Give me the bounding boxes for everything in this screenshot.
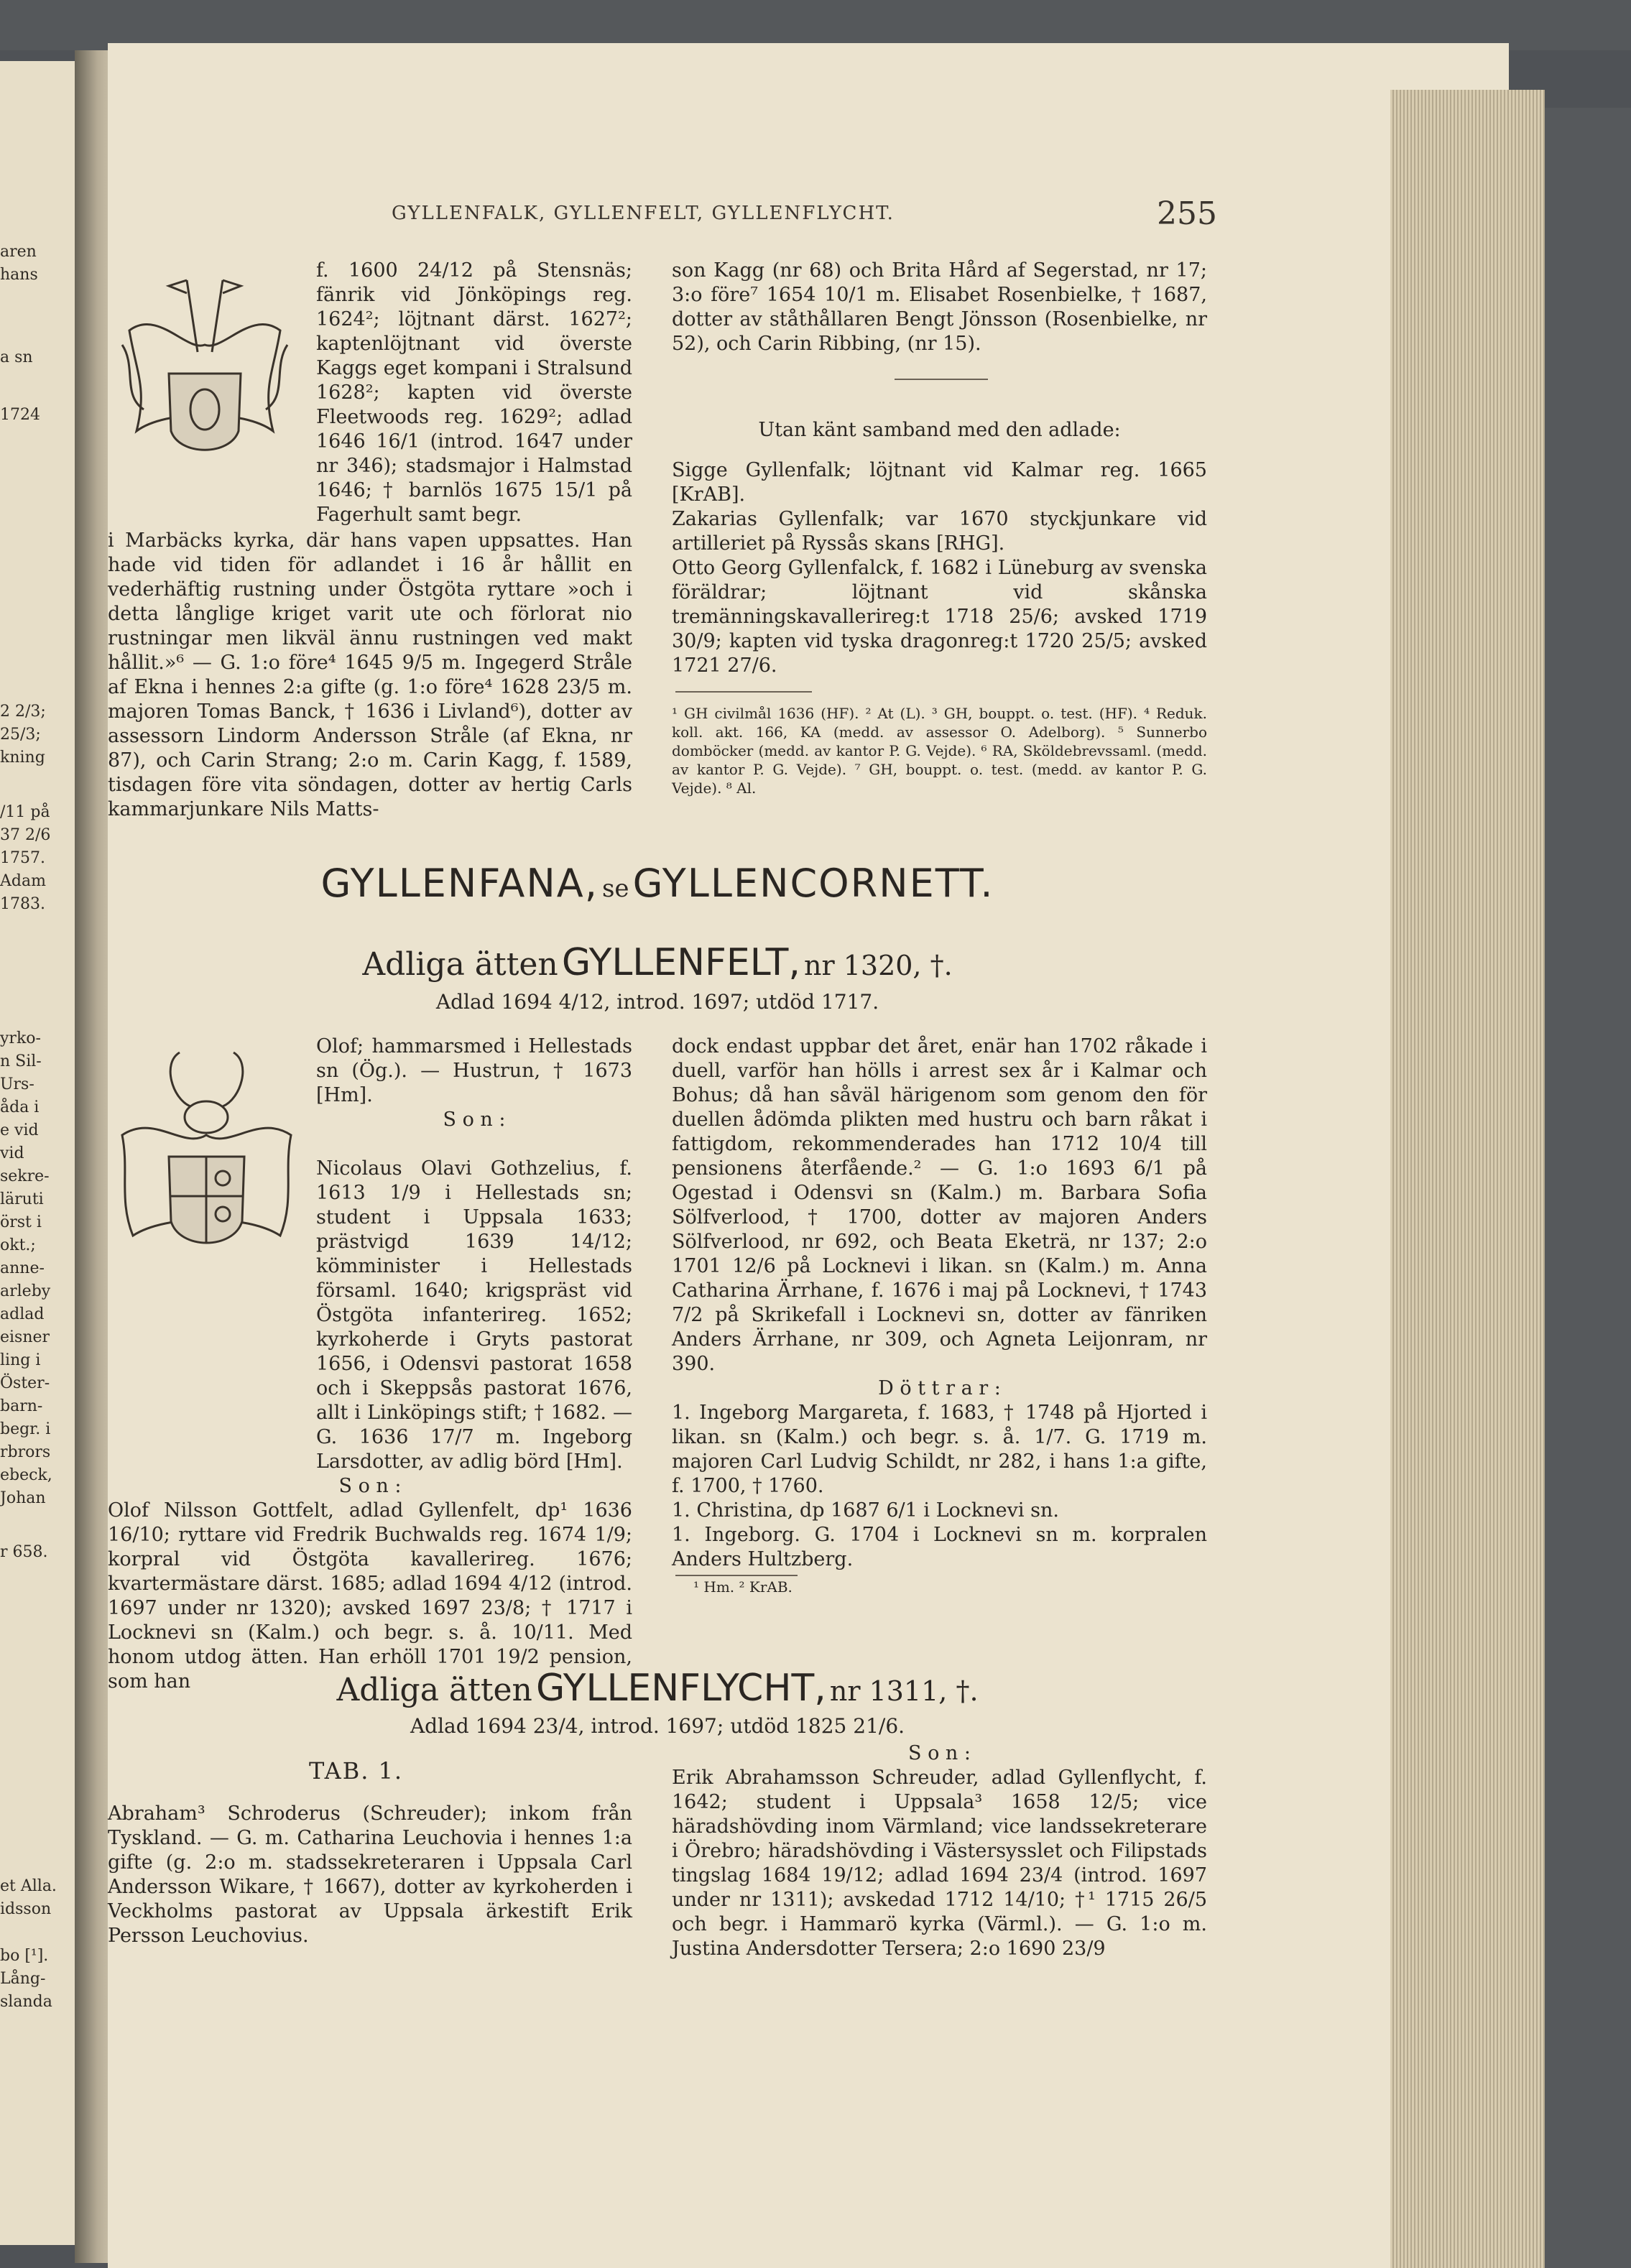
gyllenfelt-name: GYLLENFELT, — [561, 941, 800, 984]
page-edges — [1390, 90, 1545, 2268]
gyllenfalk-coat-of-arms — [108, 266, 302, 489]
footnote-rule — [675, 1575, 798, 1576]
gyllenfelt-number: nr 1320, †. — [804, 950, 953, 981]
left-fragment: 2 2/3; — [0, 703, 46, 721]
left-fragment: slanda — [0, 1993, 52, 2011]
page-number: 255 — [1157, 195, 1217, 232]
left-fragment: a sn — [0, 348, 33, 366]
gyllenflycht-prefix: Adliga ätten — [336, 1672, 532, 1708]
left-fragment: et Alla. — [0, 1877, 57, 1895]
entry-sigge: Sigge Gyllenfalk; löjtnant vid Kalmar reg. 1665 [KrAB]. — [672, 459, 1207, 506]
gyllenfelt-heading — [108, 941, 1207, 984]
gyllenfelt-col1-top — [316, 1035, 632, 1132]
entry-erik: Erik Abrahamsson Schreuder, adlad Gyllenflycht, f. 1642; student i Uppsala³ 1658 12/5; vice häradshövding inom Värmland; vice landssekreterare i Örebro; häradshövding i Västersysslet och Filipstads tingslag 1684 19/12; adlad 1694 23/4 (introd. 1697 under nr 1311); avskedad 1712 14/10; †¹ 1715 26/5 och begr. i Hammarö kyrka (Värml.). — G. 1:o m. Justina Andersdotter Tersera; 2:o 1690 23/9 — [672, 1767, 1207, 1960]
gyllenfalk-col1-body — [108, 529, 632, 822]
left-fragment: vid — [0, 1144, 24, 1162]
left-fragment: ling i — [0, 1351, 41, 1369]
left-fragment: e vid — [0, 1121, 39, 1139]
left-fragment: /11 på — [0, 803, 50, 821]
left-fragment: eisner — [0, 1328, 50, 1346]
left-fragment: sekre- — [0, 1167, 50, 1185]
gyllenflycht-col1 — [108, 1802, 632, 1948]
left-fragment: örst i — [0, 1213, 42, 1231]
left-fragment: Urs- — [0, 1075, 34, 1093]
son-heading: S o n : — [338, 1475, 402, 1497]
left-fragment: yrko- — [0, 1029, 41, 1047]
left-fragment: Lång- — [0, 1970, 46, 1988]
footnote-rule — [675, 691, 812, 693]
left-fragment: barn- — [0, 1397, 43, 1415]
left-fragment: 1783. — [0, 895, 45, 913]
unconnected-heading: Utan känt samband med den adlade: — [758, 419, 1121, 441]
entry-olof-nilsson: Olof Nilsson Gottfelt, adlad Gyllenfelt, dp¹ 1636 16/10; ryttare vid Fredrik Buchwalds reg. 1674 1/9; korpral vid Östgöta kavallerireg. 1676; kvartermästare därst. 1685; adlad 1694 4/12 (introd. 1697 under nr 1320); avsked 1697 23/8; † 1717 i Locknevi sn (Kalm.) och begr. s. å. 10/11. Med honom utdog ätten. Han erhöll 1701 19/2 pension, som han — [108, 1499, 632, 1693]
gyllenfelt-footnote: ¹ Hm. ² KrAB. — [693, 1578, 793, 1596]
gyllenfelt-col1-body — [108, 1157, 632, 1694]
left-fragment: hans — [0, 266, 38, 284]
gyllenfana-title: GYLLENFANA, — [320, 861, 599, 906]
running-head: GYLLENFALK, GYLLENFELT, GYLLENFLYCHT. — [392, 203, 895, 224]
entry-otto: Otto Georg Gyllenfalck, f. 1682 i Lüneburg av svenska föräldrar; löjtnant vid skånska tremänningskavallerireg:t 1718 25/6; avsked 1719 30/9; kapten vid tyska dragonreg:t 1720 25/5; avsked 1721 27/6. — [672, 557, 1207, 677]
left-fragment: Öster- — [0, 1374, 50, 1392]
gyllenfalk-body-text: i Marbäcks kyrka, där hans vapen uppsattes. Han hade vid tiden för adlandet i 16 år hållit en vederhäftig rustning under Östgöta ryttare »och i detta långlige kriget varit ute och förlorat nio rustningar men likväl ännu rustningen ved makt hållit.»⁶ — G. 1:o före⁴ 1645 9/5 m. Ingegerd Stråle af Ekna i hennes 2:a gifte (g. 1:o före⁴ 1628 23/5 m. majoren Tomas Banck, † 1636 i Livland⁶), dotter av assessorn Lindorm Andersson Stråle (af Ekna, nr 87), och Carin Strang; 2:o m. Carin Kagg, f. 1589, tisdagen före vita söndagen, dotter av hertig Carls kammarjunkare Nils Matts- — [108, 529, 632, 820]
gyllenflycht-heading — [108, 1667, 1207, 1710]
daughter-christina: 1. Christina, dp 1687 6/1 i Locknevi sn. — [672, 1499, 1059, 1522]
left-fragment: okt.; — [0, 1236, 36, 1254]
daughter-ingeborg-margareta: 1. Ingeborg Margareta, f. 1683, † 1748 på Hjorted i likan. sn (Kalm.) och begr. s. å. 1/7. G. 1719 m. majoren Carl Ludvig Schildt, nr 282, i hans 1:a gifte, f. 1700, † 1760. — [672, 1402, 1207, 1497]
gyllenfana-ref: GYLLENCORNETT. — [632, 861, 994, 906]
gyllenflycht-name: GYLLENFLYCHT, — [536, 1667, 826, 1710]
left-fragment: bo [¹]. — [0, 1947, 49, 1965]
left-fragment: 1757. — [0, 849, 45, 867]
left-fragment: arleby — [0, 1282, 51, 1300]
gyllenfelt-subtitle: Adlad 1694 4/12, introd. 1697; utdöd 1717. — [435, 990, 879, 1014]
left-fragment: Johan — [0, 1489, 46, 1507]
left-fragment: 25/3; — [0, 726, 41, 744]
left-fragment: kning — [0, 749, 45, 767]
gyllenfalk-footnotes: ¹ GH civilmål 1636 (HF). ² At (L). ³ GH, bouppt. o. test. (HF). ⁴ Reduk. koll. akt. 166, KA (medd. av assessor O. Adelborg). ⁵ Sunnerbo domböcker (medd. av kantor P. G. Vejde). ⁶ RA, Sköldebrevssaml. (medd. av kantor P. G. Vejde). ⁷ GH, bouppt. o. test. (medd. av kantor P. G. Vejde). ⁸ Al. — [672, 705, 1207, 797]
tab-label: TAB. 1. — [309, 1757, 404, 1785]
left-fragment: anne- — [0, 1259, 45, 1277]
entry-zakarias: Zakarias Gyllenfalk; var 1670 styckjunkare vid artilleriet på Ryssås skans [RHG]. — [672, 508, 1207, 555]
left-fragment: Adam — [0, 872, 46, 890]
left-fragment: läruti — [0, 1190, 44, 1208]
left-fragment: rbrors — [0, 1443, 51, 1461]
gyllenfelt-col2-text: dock endast uppbar det året, enär han 1702 råkade i duell, varför han hölls i arrest sex år i Kalmar och Bohus; då han såväl härigenom som genom den för duellen ådömda plikten med hustru och barn råkat i fattigdom, rekommenderades han 1712 10/4 till pensionens återfående.² — G. 1:o 1693 6/1 på Ogestad i Odensvi sn (Kalm.) m. Barbara Sofia Sölfverlood, † 1700, dotter av majoren Anders Sölfverlood, nr 692, och Beata Eketrä, nr 137; 2:o 1701 12/6 på Locknevi i likan. sn (Kalm.) m. Anna Catharina Ärrhane, f. 1676 i maj på Locknevi, † 1743 7/2 på Skrikefall i Locknevi sn, dotter av fänriken Anders Ärrhane, nr 309, och Agneta Leijonram, nr 390. — [672, 1035, 1207, 1375]
left-fragment: idsson — [0, 1900, 52, 1918]
daughter-ingeborg: 1. Ingeborg. G. 1704 i Locknevi sn m. korpralen Anders Hultzberg. — [672, 1524, 1207, 1570]
gyllenfelt-prefix: Adliga ätten — [362, 946, 558, 983]
gyllenfelt-col2 — [672, 1035, 1207, 1572]
gyllenfalk-col2 — [672, 259, 1207, 356]
left-fragment: åda i — [0, 1098, 40, 1116]
left-fragment: 1724 — [0, 406, 40, 424]
scan-background-right — [1545, 108, 1631, 2268]
gyllenflycht-subtitle: Adlad 1694 23/4, introd. 1697; utdöd 1825 21/6. — [410, 1714, 905, 1738]
left-fragment: n Sil- — [0, 1052, 42, 1070]
left-fragment: ebeck, — [0, 1466, 52, 1484]
left-page-edge — [0, 61, 75, 2245]
gyllenflycht-col2 — [672, 1741, 1207, 1961]
unconnected-entries — [672, 458, 1207, 678]
gyllenfalk-col2-text: son Kagg (nr 68) och Brita Hård af Segerstad, nr 17; 3:o före⁷ 1654 10/1 m. Elisabet Rosenbielke, † 1687, dotter av ståthållaren Bengt Jönsson (Rosenbielke, nr 52), och Carin Ribbing, (nr 15). — [672, 259, 1207, 355]
son-heading: S o n : — [908, 1742, 971, 1764]
gyllenfana-heading — [108, 861, 1207, 906]
left-fragment: begr. i — [0, 1420, 51, 1438]
gyllenfana-se: se — [601, 874, 629, 903]
gyllenfalk-intro-text: f. 1600 24/12 på Stensnäs; fänrik vid Jönköpings reg. 1624²; löjtnant därst. 1627²; kaptenlöjtnant vid överste Kaggs eget kompani i Stralsund 1628²; kapten vid överste Fleetwoods reg. 1629²; adlad 1646 16/1 (introd. 1647 under nr 346); stadsmajor i Halmstad 1646; † barnlös 1675 15/1 på Fagerhult samt begr. — [316, 259, 632, 526]
left-fragment: 37 2/6 — [0, 826, 51, 844]
entry-nicolaus: Nicolaus Olavi Gothzelius, f. 1613 1/9 i Hellestads sn; student i Uppsala 1633; prästvigd 1639 14/12; kömminister i Hellestads församl. 1640; krigspräst vid Östgöta infanterireg. 1652; kyrkoherde i Gryts pastorat 1656, i Odensvi pastorat 1658 och i Skeppsås pastorat 1676, allt i Linköpings stift; † 1682. — G. 1636 17/7 m. Ingeborg Larsdotter, av adlig börd [Hm]. — [316, 1157, 632, 1473]
son-heading: S o n : — [443, 1108, 506, 1131]
daughters-heading: D ö t t r a r : — [878, 1377, 1001, 1399]
section-divider — [895, 379, 988, 380]
gyllenfalk-col1-top — [316, 259, 632, 527]
gyllenflycht-number: nr 1311, †. — [829, 1675, 979, 1707]
left-fragment: r 658. — [0, 1543, 48, 1561]
left-fragment: adlad — [0, 1305, 45, 1323]
entry-olof: Olof; hammarsmed i Hellestads sn (Ög.). — Hustrun, † 1673 [Hm]. — [316, 1035, 632, 1106]
entry-abraham: Abraham³ Schroderus (Schreuder); inkom från Tyskland. — G. m. Catharina Leuchovia i hennes 1:a gifte (g. 2:o m. stadssekreteraren i Uppsala Carl Andersson Wikare, † 1667), dotter av kyrkoherden i Veckholms pastorat av Uppsala ärkestift Erik Persson Leuchovius. — [108, 1802, 632, 1947]
left-fragment: aren — [0, 243, 37, 261]
